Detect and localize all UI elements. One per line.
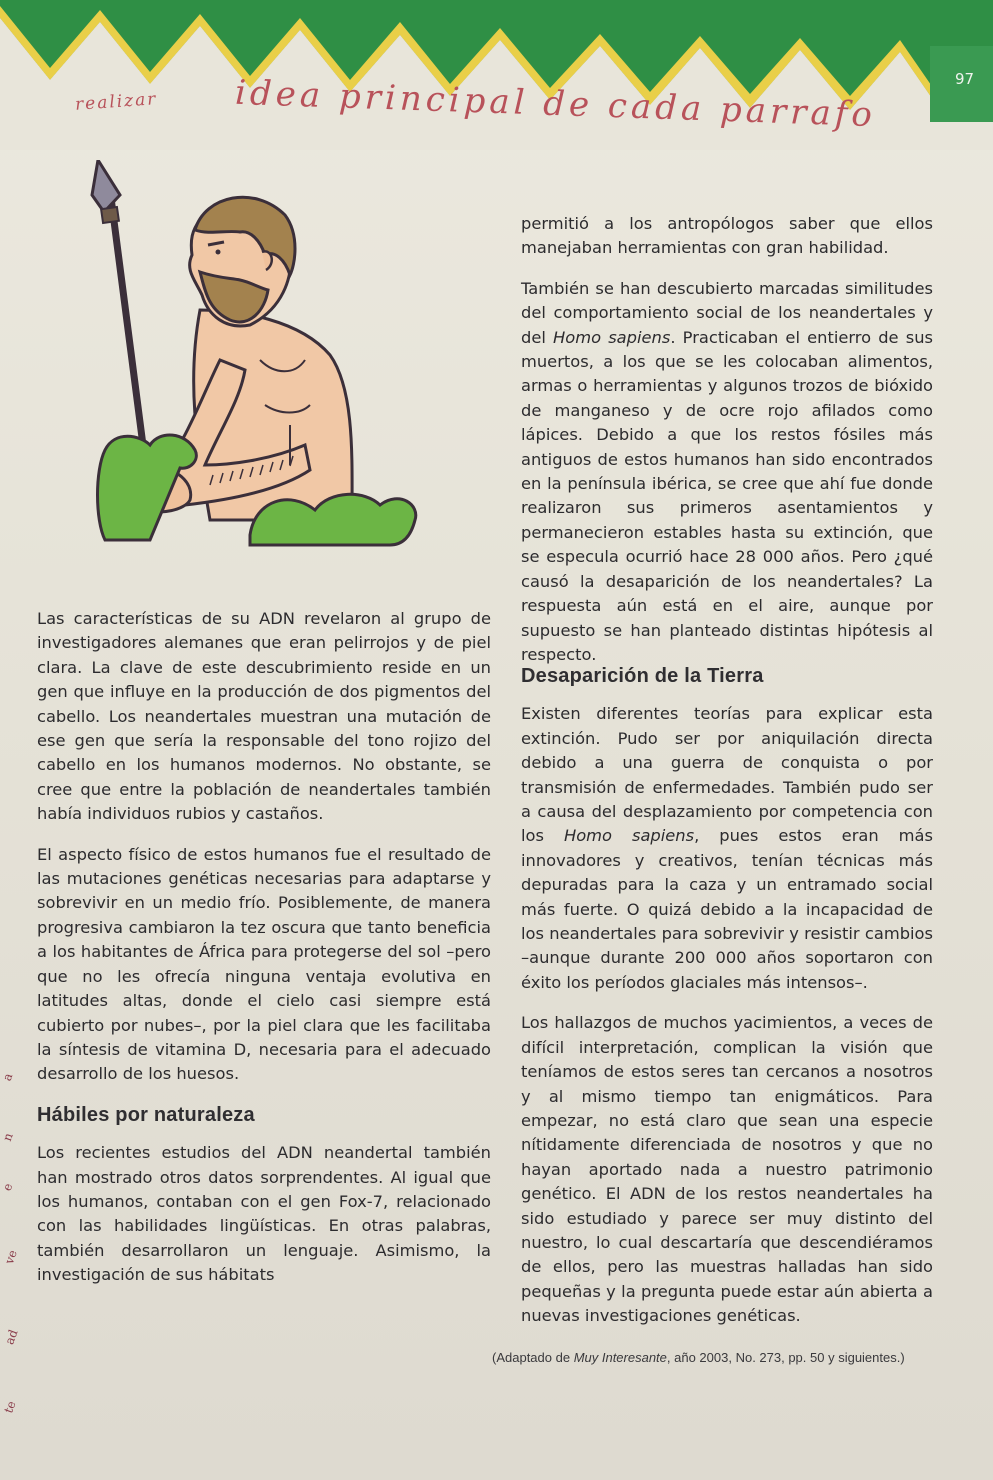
handwritten-note-main-idea: idea principal de cada parrafo <box>234 72 877 136</box>
species-name: Homo sapiens <box>563 826 695 846</box>
handwritten-annotation <box>74 72 877 144</box>
left-column <box>37 607 491 1304</box>
source-citation: (Adaptado de Muy Interesante, año 2003, No. 273, pp. 50 y siguientes.) <box>492 1350 905 1365</box>
paragraph: Las características de su ADN revelaron al grupo de investigadores alemanes que eran pelirrojos y de piel clara. La clave de este descubrimiento reside en un gen que influye en la producción de dos pigmentos del cabello. Los neandertales muestran una mutación de ese gen que sería la responsable del tono rojizo del cabello en los humanos modernos. No obstante, se cree que entre la población de neandertales también había individuos rubios y castaños. <box>37 609 491 824</box>
section-heading-habiles: Hábiles por naturaleza <box>37 1103 255 1126</box>
magazine-title: Muy Interesante <box>573 1350 667 1365</box>
paragraph: El aspecto físico de estos humanos fue el resultado de las mutaciones genéticas necesarias para adaptarse y sobrevivir en un medio frío. Posiblemente, de manera progresiva cambiaron la tez oscura que tanto beneficia a los habitantes de África para protegerse del sol –pero que no les ofrecía ninguna ventaja evolutiva en latitudes altas, donde el cielo casi siempre está cubierto por nubes–, por la piel clara que les facilitaba la síntesis de vitamina D, necesaria para el adecuado desarrollo de los huesos. <box>37 844 491 1084</box>
right-column-top <box>521 212 933 683</box>
page-number: 97 <box>955 70 975 88</box>
paragraph: Existen diferentes teorías para explicar esta extinción. Pudo ser por aniquilación directa debido a una guerra de conquista o por transmisión de enfermedades. También pudo ser a causa del desplazamiento por competencia con los Homo sapiens, pues estos eran más innovadores y creativos, tenían técnicas más depuradas para la caza y un entramado social más fuerte. O quizá debido a la incapacidad de los neandertales para sobrevivir y resistir cambios –aunque durante 200 000 años soportaron con éxito los períodos glaciales más intensos–. <box>521 704 933 992</box>
paragraph: Los hallazgos de muchos yacimientos, a veces de difícil interpretación, complican la visión que teníamos de estos seres tan cercanos a nosotros y al mismo tiempo tan enigmáticos. Para empezar, no está claro que sean una especie nítidamente diferenciada de nosotros y que no hayan aportado nada a nuestro patrimonio genético. El ADN de los restos neandertales ha sido estudiado y parece ser muy distinto del nuestro, lo cual descartaría que descendiéramos de ellos, pero las muestras halladas han sido pequeñas y la pregunta puede estar aún abierta a nuevas investigaciones genéticas. <box>521 1013 933 1326</box>
section-heading-desaparicion: Desaparición de la Tierra <box>521 665 764 687</box>
species-name: Homo sapiens <box>553 327 671 347</box>
paragraph: Los recientes estudios del ADN neandertal también han mostrado otros datos sorprendentes. Al igual que los humanos, contaban con el gen Fox-7, relacionado con las habilidades lingüísticas. En otras palabras, también desarrollaron un lenguaje. Asimismo, la investigación de sus hábitats <box>37 1143 491 1285</box>
handwritten-note-realizar: realizar <box>74 89 159 115</box>
margin-scribbles: a n e ve ad te <box>0 1071 21 1416</box>
paragraph: También se han descubierto marcadas similitudes del comportamiento social de los neandertales y del Homo sapiens. Practicaban el entierro de sus muertos, a los que se les colocaban alimentos, armas o herramientas y algunos trozos de bióxido de manganeso y de ocre rojo afilados como lápices. Debido a que los restos fósiles más antiguos de estos humanos han sido encontrados en la península ibérica, se cree que ahí fue donde realizaron sus primeros asentamientos y permanecieron estables hasta su extinción, que se especula ocurrió hace 28 000 años. Pero ¿qué causó la desaparición de los neandertales? La respuesta aún está en el aire, aunque por supuesto se han planteado distintas hipótesis al respecto. <box>521 278 933 664</box>
right-column-bottom <box>521 664 933 1345</box>
neanderthal-with-spear-illustration <box>90 160 420 560</box>
paragraph: permitió a los antropólogos saber que ellos manejaban herramientas con gran habilidad. <box>521 214 933 258</box>
